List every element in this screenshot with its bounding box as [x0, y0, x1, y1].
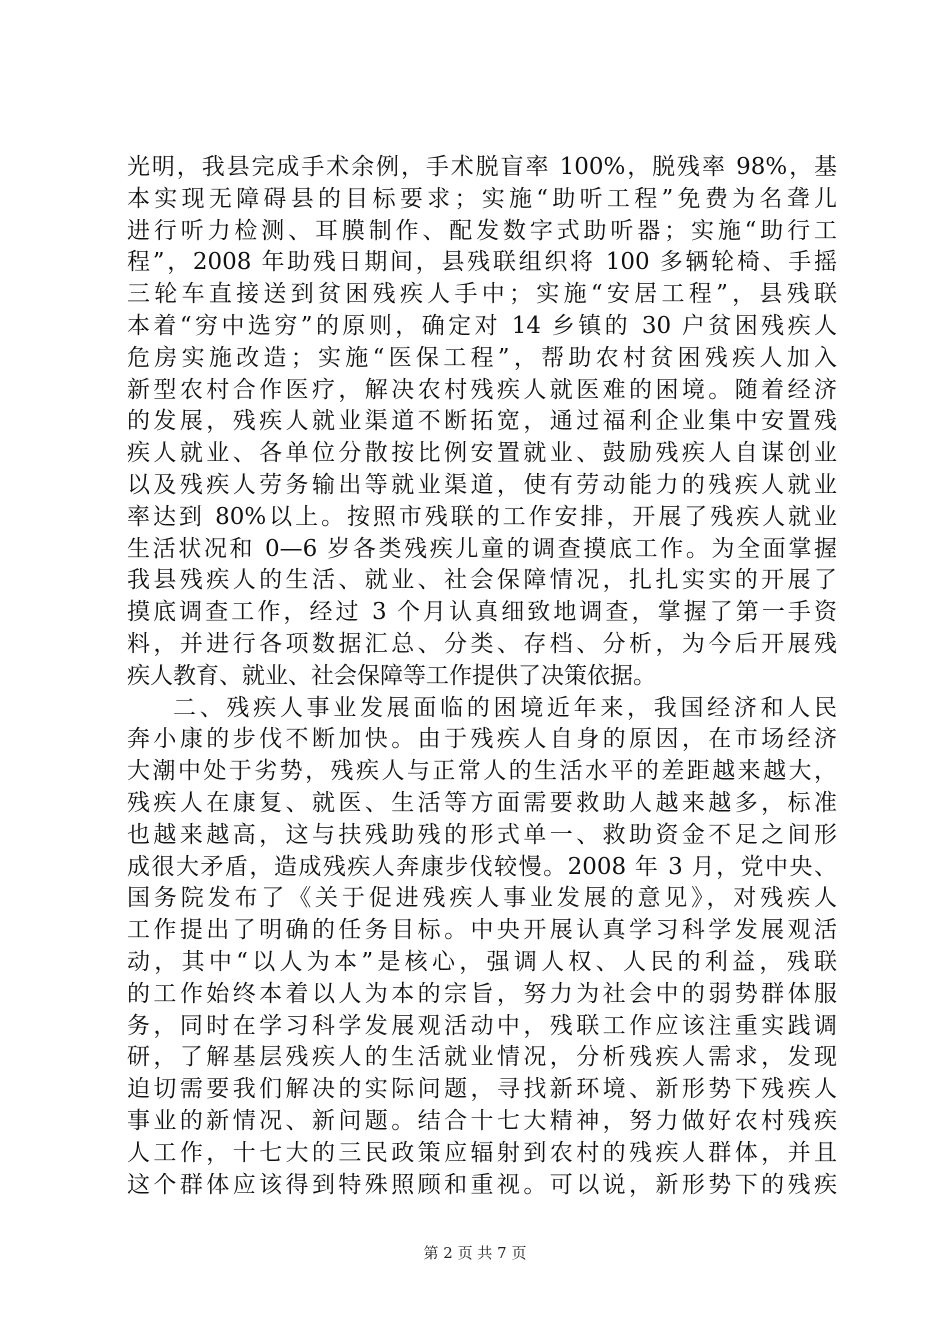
text-line: 摸底调查工作，经过 3 个月认真细致地调查，掌握了第一手资	[127, 599, 837, 626]
text-line: 人工作，十七大的三民政策应辐射到农村的残疾人群体，并且	[127, 1139, 837, 1166]
text-line: 大潮中处于劣势，残疾人与正常人的生活水平的差距越来越大，	[127, 758, 837, 785]
text-line: 三轮车直接送到贫困残疾人手中；实施“安居工程”，县残联	[127, 281, 837, 308]
text-line: 二、残疾人事业发展面临的困境近年来，我国经济和人民	[173, 694, 837, 721]
text-line: 事业的新情况、新问题。结合十七大精神，努力做好农村残疾	[127, 1107, 837, 1134]
text-line: 以及残疾人劳务输出等就业渠道，使有劳动能力的残疾人就业	[127, 471, 837, 498]
text-line: 新型农村合作医疗，解决农村残疾人就医难的困境。随着经济	[127, 376, 837, 403]
text-line: 我县残疾人的生活、就业、社会保障情况，扎扎实实的开展了	[127, 567, 837, 594]
text-line: 国务院发布了《关于促进残疾人事业发展的意见》，对残疾人	[127, 885, 837, 912]
text-line: 光明，我县完成手术余例，手术脱盲率 100%，脱残率 98%，基	[127, 154, 837, 180]
text-line: 的发展，残疾人就业渠道不断拓宽，通过福利企业集中安置残	[127, 408, 837, 435]
text-line: 生活状况和 0—6 岁各类残疾儿童的调查摸底工作。为全面掌握	[127, 535, 837, 562]
text-line: 也越来越高，这与扶残助残的形式单一、救助资金不足之间形	[127, 821, 837, 848]
paragraph-1	[127, 152, 837, 693]
text-line: 研，了解基层残疾人的生活就业情况，分析残疾人需求，发现	[127, 1044, 837, 1071]
text-line: 动，其中“以人为本”是核心，强调人权、人民的利益，残联	[127, 948, 837, 975]
text-line: 成很大矛盾，造成残疾人奔康步伐较慢。2008 年 3 月，党中央、	[127, 853, 837, 880]
text-line: 工作提出了明确的任务目标。中央开展认真学习科学发展观活	[127, 917, 837, 944]
text-line: 危房实施改造；实施“医保工程”，帮助农村贫困残疾人加入	[127, 344, 837, 371]
text-line: 料，并进行各项数据汇总、分类、存档、分析，为今后开展残	[127, 630, 837, 657]
text-line: 本实现无障碍县的目标要求；实施“助听工程”免费为名聋儿	[127, 185, 837, 212]
paragraph-2	[127, 693, 837, 1202]
text-line: 这个群体应该得到特殊照顾和重视。可以说，新形势下的残疾	[127, 1171, 837, 1198]
text-line: 程”，2008 年助残日期间，县残联组织将 100 多辆轮椅、手摇	[127, 249, 837, 276]
text-line: 的工作始终本着以人为本的宗旨，努力为社会中的弱势群体服	[127, 980, 837, 1007]
text-line: 进行听力检测、耳膜制作、配发数字式助听器；实施“助行工	[127, 217, 837, 244]
text-line: 疾人就业、各单位分散按比例安置就业、鼓励残疾人自谋创业	[127, 440, 837, 467]
text-line: 本着“穷中选穷”的原则，确定对 14 乡镇的 30 户贫困残疾人	[127, 312, 837, 339]
page-number-footer: 第 2 页 共 7 页	[423, 1244, 527, 1262]
text-line: 务，同时在学习科学发展观活动中，残联工作应该注重实践调	[127, 1012, 837, 1039]
text-line: 疾人教育、就业、社会保障等工作提供了决策依据。	[127, 662, 656, 689]
text-line: 迫切需要我们解决的实际问题，寻找新环境、新形势下残疾人	[127, 1076, 837, 1103]
text-line: 残疾人在康复、就医、生活等方面需要救助人越来越多，标准	[127, 789, 837, 816]
text-line: 率达到 80%以上。按照市残联的工作安排，开展了残疾人就业	[127, 503, 837, 530]
body-text	[127, 152, 837, 1201]
text-line: 奔小康的步伐不断加快。由于残疾人自身的原因，在市场经济	[127, 726, 837, 753]
